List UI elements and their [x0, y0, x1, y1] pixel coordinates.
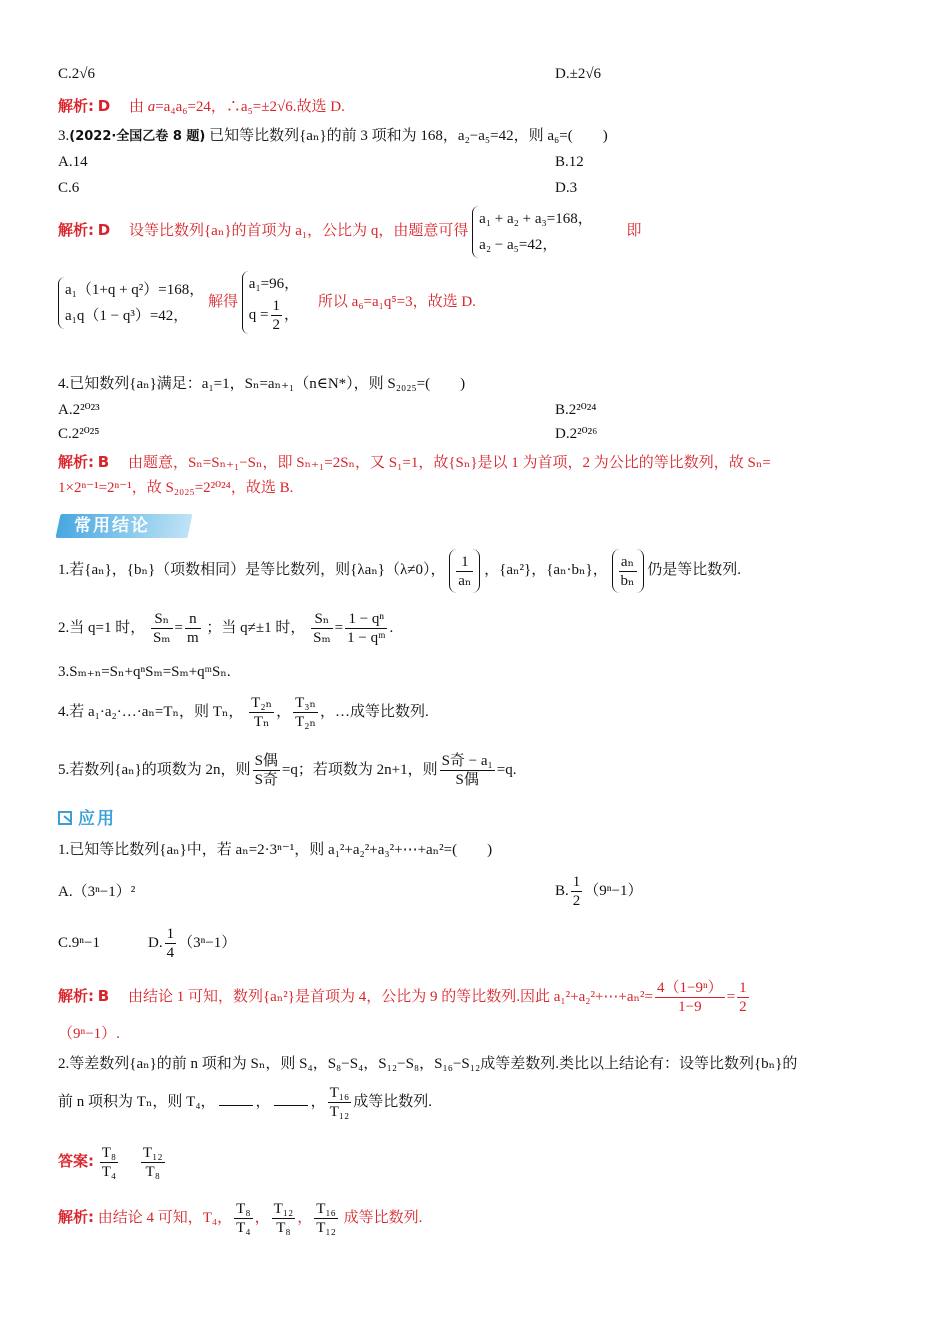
conclusion-3: 3.Sₘ₊ₙ=Sₙ+qⁿSₘ=Sₘ+qᵐSₙ.	[58, 664, 231, 680]
q4-option-c[interactable]: C.2²⁰²⁵	[58, 426, 100, 442]
fraction	[185, 610, 201, 647]
fraction-numerator: 1	[739, 980, 747, 997]
separator: ，	[254, 1210, 270, 1226]
q2-option-d-label: D.±2	[555, 66, 586, 82]
app-p1-option-b[interactable]	[555, 868, 642, 914]
q3-source: (2022·全国乙卷 8 题)	[69, 129, 206, 144]
q2-option-d-root: √6	[585, 66, 602, 82]
application-icon	[58, 811, 72, 825]
app-p1-sol-text: 由结论 1 可知，数列{aₙ²}是首项为 4，公比为 9 的等比数列.因此 a₁²+a₂²+⋯+aₙ²=	[127, 989, 653, 1005]
q3-sol-end: 所以 a₆=a₁q⁵=3，故选 D.	[317, 294, 476, 310]
fraction-numerator: T₈	[236, 1201, 251, 1218]
q4-option-d[interactable]: D.2²⁰²⁶	[555, 426, 598, 442]
q3-solution-line2	[58, 262, 476, 342]
fraction-denominator: 2	[572, 893, 581, 910]
fraction	[234, 1200, 252, 1237]
conclusion-1	[58, 548, 741, 593]
fraction-denominator: T₈	[145, 1164, 160, 1181]
equals-sign: =	[726, 989, 736, 1005]
q4-stem: 4.已知数列{aₙ}满足：a₁=1，Sₙ=aₙ₊₁（n∈N*），则 S₂₀₂₅=( )	[58, 376, 466, 392]
option-label: B.	[555, 883, 569, 899]
fraction-numerator: 1	[456, 553, 473, 572]
conclusion-1-set-1	[449, 549, 480, 593]
separator: ，	[255, 1094, 271, 1110]
fraction	[165, 925, 177, 962]
conclusion-1-set-2	[612, 549, 644, 593]
q2-solution: 解析: D 由 a=a₄a₆=24，∴a₅=±2√6.故选 D.	[58, 97, 345, 115]
app-p2-pre: 前 n 项积为 Tₙ，则 T₄，	[58, 1094, 216, 1110]
q4-option-b[interactable]: B.2²⁰²⁴	[555, 402, 597, 418]
q3-option-c[interactable]: C.6	[58, 180, 80, 196]
fraction	[456, 553, 473, 590]
fraction-denominator: Tₙ	[253, 714, 270, 731]
fraction	[141, 1144, 165, 1181]
fraction-denominator: 1 − qᵐ	[347, 630, 386, 647]
q3-system-2-row: a₁q（1 − q³）=42，	[65, 307, 189, 324]
q3-option-d[interactable]: D.3	[555, 180, 578, 196]
fraction-denominator: 4	[166, 945, 175, 962]
separator: ，	[297, 1210, 313, 1226]
fraction	[345, 610, 387, 647]
fraction-denominator: 2	[739, 999, 747, 1016]
equals-sign: =	[174, 620, 183, 636]
q4-option-a[interactable]: A.2²⁰²³	[58, 402, 100, 418]
q3-number: 3.	[58, 128, 70, 144]
conclusion-1-mid: ，{aₙ²}，{aₙ·bₙ}，	[484, 562, 608, 578]
app-p1-option-d[interactable]	[148, 920, 236, 966]
app-p2-post: 成等比数列.	[353, 1094, 432, 1110]
fraction-denominator: S偶	[455, 772, 479, 789]
conclusion-1-post: 仍是等比数列.	[647, 562, 742, 578]
app-p1-option-c[interactable]	[58, 920, 100, 966]
solution-tag: 解析:	[58, 987, 94, 1005]
fraction-denominator: T₄	[236, 1220, 251, 1237]
answer-blank-1[interactable]	[219, 1105, 253, 1106]
conclusion-2	[58, 608, 393, 648]
fraction-numerator: 1	[572, 874, 581, 891]
q3-solution-line1	[58, 202, 641, 259]
fraction	[151, 610, 173, 647]
solution-tag: 解析:	[58, 221, 94, 239]
fraction-numerator: T₁₂	[142, 1145, 163, 1162]
q3-system-2	[58, 277, 204, 329]
fraction-denominator: m	[186, 630, 199, 647]
fraction	[440, 752, 495, 789]
solution-answer: B	[97, 453, 110, 471]
option-body: （3ⁿ−1）	[178, 935, 237, 951]
q3-system-1-row: a₂ − a₅=42，	[479, 236, 558, 253]
fraction-numerator: T₈	[101, 1145, 117, 1162]
q3-stem	[58, 126, 608, 147]
fraction-denominator: 1−9	[678, 999, 702, 1016]
conclusion-5-post: =q.	[496, 762, 517, 778]
fraction-denominator: bₙ	[620, 572, 635, 589]
conclusion-2-pre: 2.当 q=1 时，	[58, 620, 146, 636]
q2-sol-root: √6	[277, 99, 293, 115]
fraction-numerator: 4（1−9ⁿ）	[657, 980, 723, 997]
solution-tag: 解析:	[58, 453, 94, 471]
fraction-numerator: T₁₆	[329, 1085, 350, 1102]
fraction	[100, 1144, 118, 1181]
solution-answer: D	[97, 221, 111, 239]
solution-answer: B	[97, 987, 110, 1005]
fraction-numerator: 1	[166, 926, 175, 943]
conclusion-5	[58, 746, 517, 794]
app-p1-solution-line1	[58, 974, 751, 1019]
app-p1-option-a[interactable]: A.（3ⁿ−1）²	[58, 884, 136, 900]
app-p2-sol-pre: 由结论 4 可知，T₄，	[97, 1210, 233, 1226]
fraction-denominator: T₈	[276, 1220, 291, 1237]
answer-tag: 答案:	[58, 1152, 94, 1170]
q3-system-3-row	[249, 297, 299, 334]
separator: ，	[310, 1094, 326, 1110]
q3-system-1-row: a₁ + a₂ + a₃=168，	[479, 210, 593, 227]
app-p1-solution-line2: （9ⁿ−1）.	[58, 1026, 120, 1042]
q2-sol-mid: =a₄a₆=24，∴a₅=±2	[155, 99, 277, 115]
q2-sol-end: .故选 D.	[292, 99, 345, 115]
app-p2-sol-post: 成等比数列.	[343, 1210, 423, 1226]
answer-blank-2[interactable]	[274, 1105, 308, 1106]
q2-option-c-root: √6	[79, 66, 95, 82]
q3-option-b[interactable]: B.12	[555, 154, 584, 170]
section-title: 常用结论	[74, 516, 150, 536]
q3-body: 已知等比数列{aₙ}的前 3 项和为 168，a₂−a₅=42，则 a₆=( )	[209, 128, 608, 144]
solution-tag: 解析:	[58, 1208, 94, 1226]
fraction-denominator: Sₘ	[152, 630, 171, 647]
conclusion-2-post: .	[389, 620, 394, 636]
fraction-numerator: T₁₆	[316, 1201, 336, 1218]
conclusion-5-pre: 5.若数列{aₙ}的项数为 2n，则	[58, 762, 251, 778]
fraction	[571, 873, 583, 910]
q3-sol-jiede: 解得	[208, 294, 239, 310]
option-text: C.9ⁿ−1	[58, 935, 100, 951]
fraction	[314, 1200, 338, 1237]
fraction-numerator: S偶	[254, 753, 278, 770]
fraction-numerator: S奇 − a₁	[441, 753, 493, 770]
app-p1-stem: 1.已知等比数列{aₙ}中，若 aₙ=2·3ⁿ⁻¹，则 a₁²+a₂²+a₃²+⋯+aₙ²=( )	[58, 842, 493, 858]
fraction-numerator: T₂ₙ	[251, 695, 273, 712]
conclusion-4-pre: 4.若 a₁·a₂·…·aₙ=Tₙ，则 Tₙ，	[58, 704, 244, 720]
option-body: （9ⁿ−1）	[584, 883, 643, 899]
q4-sol-text: 由题意，Sₙ=Sₙ₊₁−Sₙ，即 Sₙ₊₁=2Sₙ，又 S₁=1，故{Sₙ}是以 1 为首项，2 为公比的等比数列，故 Sₙ=	[127, 455, 771, 471]
q3-q-label: q =	[248, 307, 269, 323]
app-p2-line2	[58, 1078, 432, 1126]
q3-sol-text1: 设等比数列{aₙ}的首项为 a₁，公比为 q，由题意可得	[128, 223, 469, 239]
fraction-denominator: S奇	[254, 772, 278, 789]
fraction	[737, 979, 749, 1016]
fraction-numerator: Sₙ	[151, 610, 173, 629]
q2-option-c-label: C.2	[58, 66, 80, 82]
q2-option-d[interactable]	[555, 64, 601, 84]
fraction-denominator: Sₘ	[313, 630, 331, 647]
q3-q-fraction	[271, 297, 283, 334]
q3-option-a[interactable]: A.14	[58, 154, 88, 170]
app-p2-solution	[58, 1194, 422, 1241]
q3-system-2-row: a₁（1+q + q²）=168，	[65, 281, 205, 298]
q3-q-comma: ，	[284, 307, 300, 323]
fraction	[619, 553, 637, 590]
conclusion-4-post: ，…成等比数列.	[319, 704, 429, 720]
q2-option-c[interactable]	[58, 64, 95, 84]
app-p2-line1: 2.等差数列{aₙ}的前 n 项和为 Sₙ，则 S₄，S₈−S₄，S₁₂−S₈，S₁₆−S₁₂成等差数列.类比以上结论有：设等比数列{bₙ}的	[58, 1056, 798, 1072]
fraction-numerator: T₃ₙ	[295, 695, 316, 712]
q3-sol-ji: 即	[626, 223, 642, 239]
fraction-denominator: T₂ₙ	[295, 714, 316, 731]
fraction-numerator: 1 − qⁿ	[345, 610, 387, 629]
q3-system-3-row: a₁=96，	[248, 276, 300, 293]
app-p2-answer	[58, 1138, 167, 1185]
fraction-denominator: T₁₂	[316, 1220, 336, 1237]
fraction	[253, 752, 280, 789]
conclusion-4: 4.若 a₁·a₂·…·aₙ=Tₙ，则 Tₙ， $\frac{\text{T₂ₙ}}{\text{Tₙ}}$ ， $\frac{\text{T₃ₙ}}{\text{T₂ₙ}}$ ，…成等比数列.	[58, 695, 429, 731]
conclusion-1-pre: 1.若{aₙ}，{bₙ}（项数相同）是等比数列，则{λaₙ}（λ≠0），	[58, 562, 446, 578]
fraction-numerator: T₁₂	[273, 1201, 294, 1218]
q3-system-3	[242, 271, 299, 334]
fraction	[655, 979, 725, 1016]
fraction-denominator: T₄	[101, 1164, 117, 1181]
equals-sign: =	[334, 620, 344, 636]
q3-system-1	[472, 206, 593, 258]
conclusion-5-mid: =q；若项数为 2n+1，则	[281, 762, 438, 778]
fraction	[311, 610, 333, 647]
fraction-denominator: 2	[272, 317, 280, 334]
fraction-denominator: aₙ	[458, 572, 472, 589]
fraction-numerator: aₙ	[619, 553, 637, 572]
conclusion-2-mid: ；当 q≠±1 时，	[206, 620, 306, 636]
q4-solution-line1	[58, 452, 771, 473]
solution-tag: 解析:	[58, 97, 94, 115]
fraction-numerator: Sₙ	[311, 610, 333, 629]
fraction	[328, 1084, 352, 1121]
fraction	[293, 694, 318, 731]
application-title: 应用	[78, 809, 116, 829]
fraction	[249, 694, 274, 731]
fraction-numerator: 1	[272, 298, 280, 315]
fraction	[272, 1200, 296, 1237]
q4-solution-line2: 1×2ⁿ⁻¹=2ⁿ⁻¹，故 S₂₀₂₅=2²⁰²⁴，故选 B.	[58, 480, 294, 496]
option-label: D.	[148, 935, 163, 951]
solution-answer: D	[97, 97, 111, 115]
fraction-numerator: n	[185, 610, 201, 629]
fraction-denominator: T₁₂	[329, 1104, 350, 1121]
